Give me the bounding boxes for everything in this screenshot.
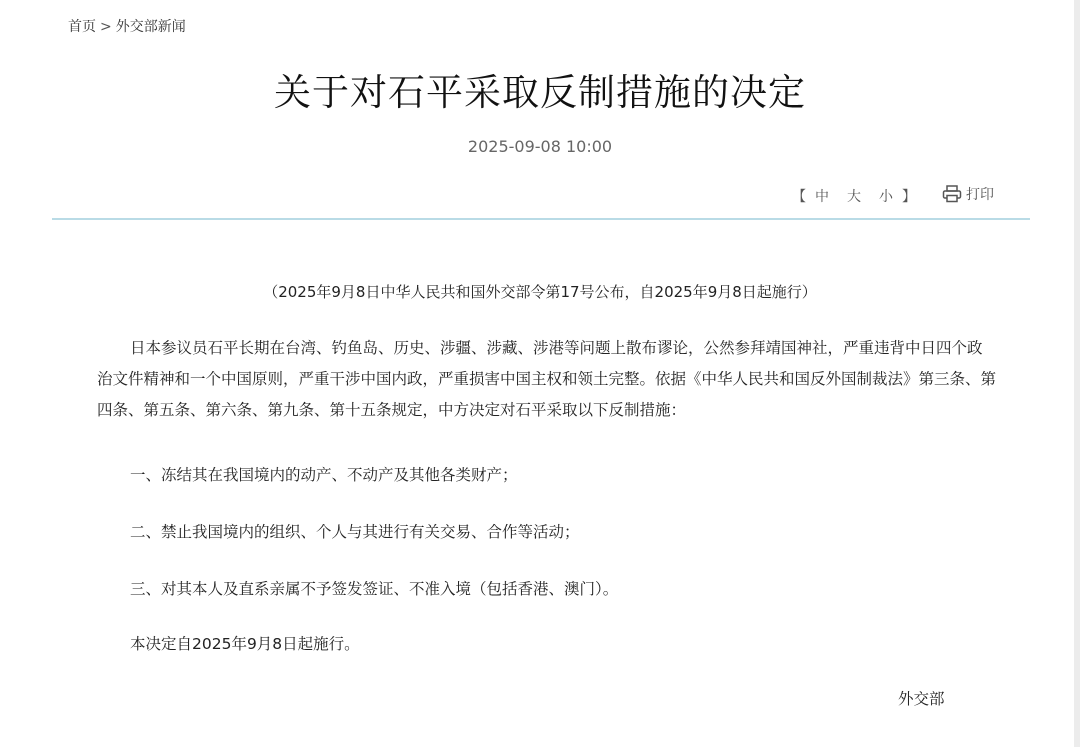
bracket-close: 】	[902, 189, 916, 205]
measure-item-1: 一、冻结其在我国境内的动产、不动产及其他各类财产；	[130, 466, 518, 484]
font-size-selector	[792, 186, 916, 206]
measure-item-3: 三、对其本人及直系亲属不予签发签证、不准入境（包括香港、澳门）。	[130, 580, 619, 598]
bracket-open: 【	[792, 189, 806, 205]
issuer-signature: 外交部	[898, 690, 945, 708]
article-title: 关于对石平采取反制措施的决定	[274, 71, 806, 114]
print-label: 打印	[966, 187, 994, 203]
measure-item-2: 二、禁止我国境内的组织、个人与其进行有关交易、合作等活动；	[130, 523, 580, 541]
effective-date-statement: 本决定自2025年9月8日起施行。	[130, 635, 360, 653]
font-size-small-button[interactable]: 小	[879, 189, 893, 205]
font-size-medium-button[interactable]: 中	[815, 189, 829, 205]
body-paragraph: 日本参议员石平长期在台湾、钓鱼岛、历史、涉疆、涉藏、涉港等问题上散布谬论，公然参拜靖国神社，严重违背中日四个政治文件精神和一个中国原则，严重干涉中国内政，严重损害中国主权和领土完整。依据《中华人民共和国反外国制裁法》第三条、第四条、第五条、第六条、第九条、第十五条规定，中方决定对石平采取以下反制措施：	[97, 339, 997, 419]
publish-datetime: 2025-09-08 10:00	[467, 137, 613, 156]
breadcrumb	[68, 16, 186, 36]
font-size-large-button[interactable]: 大	[847, 189, 861, 205]
article-toolbar	[780, 184, 1030, 208]
print-button[interactable]	[942, 184, 994, 204]
breadcrumb-home-link[interactable]: 首页	[68, 19, 96, 35]
decree-subtitle: （2025年9月8日中华人民共和国外交部令第17号公布，自2025年9月8日起施行）	[263, 283, 817, 301]
title-divider	[52, 218, 1030, 220]
printer-icon	[942, 185, 962, 203]
breadcrumb-separator: >	[100, 19, 112, 35]
breadcrumb-section-link[interactable]: 外交部新闻	[115, 19, 186, 35]
